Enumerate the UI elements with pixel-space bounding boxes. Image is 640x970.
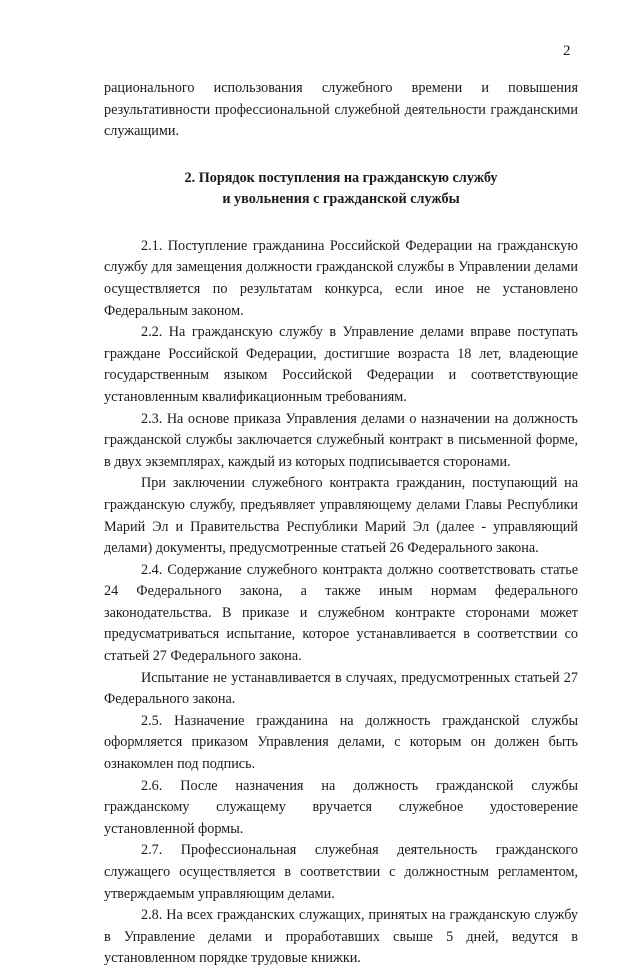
paragraph-2-5: 2.5. Назначение гражданина на должность гражданской службы оформляется приказом Управления делами, с которым он должен быть ознакомлен под подпись.	[104, 712, 578, 773]
paragraph-2-6: 2.6. После назначения на должность гражданской службы гражданскому служащему вручается служебное удостоверение установленной формы.	[104, 777, 578, 837]
section-title-line-1: 2. Порядок поступления на гражданскую службу	[184, 169, 498, 186]
intro-continuation-paragraph: рационального использования служебного времени и повышения результативности профессиональной служебной деятельности гражданскими служащими.	[104, 80, 578, 140]
section-title	[104, 168, 578, 210]
paragraph-2-3: 2.3. На основе приказа Управления делами о назначении на должность гражданской службы заключается служебный контракт в письменной форме, в двух экземплярах, каждый из которых подписывается сторонами.	[104, 410, 578, 470]
document-page	[104, 40, 578, 970]
paragraph-2-2: 2.2. На гражданскую службу в Управление делами вправе поступать граждане Российской Федерации, достигшие возраста 18 лет, владеющие государственным языком Российской Федерации и соответствующие установленным квалификационным требованиям.	[104, 324, 578, 405]
paragraph-2-4: 2.4. Содержание служебного контракта должно соответствовать статье 24 Федерального закона, а также иным нормам федерального законодательства. В приказе и служебном контракте сторонами может предусматриваться испытание, которое устанавливается в соответствии со статьей 27 Федерального закона.	[104, 561, 578, 665]
paragraph-contract-documents: При заключении служебного контракта гражданин, поступающий на гражданскую службу, предъявляет управляющему делами Главы Республики Марий Эл и Правительства Республики Марий Эл (далее - управляющий делами) документы, предусмотренные статьей 26 Федерального закона.	[104, 475, 578, 557]
page-number: 2	[563, 43, 571, 59]
paragraph-2-7: 2.7. Профессиональная служебная деятельность гражданского служащего осуществляется в соответствии с должностным регламентом, утверждаемым управляющим делами.	[104, 842, 578, 902]
paragraph-2-8: 2.8. На всех гражданских служащих, принятых на гражданскую службу в Управление делами и проработавших свыше 5 дней, ведутся в установленном порядке трудовые книжки.	[104, 907, 578, 967]
section-title-line-2: и увольнения с гражданской службы	[222, 190, 460, 207]
paragraph-probation-exceptions: Испытание не устанавливается в случаях, предусмотренных статьей 27 Федерального закона.	[104, 669, 578, 708]
paragraph-2-1: 2.1. Поступление гражданина Российской Федерации на гражданскую службу для замещения должности гражданской службы в Управлении делами осуществляется по результатам конкурса, если иное не установлено Федеральным законом.	[104, 237, 578, 319]
